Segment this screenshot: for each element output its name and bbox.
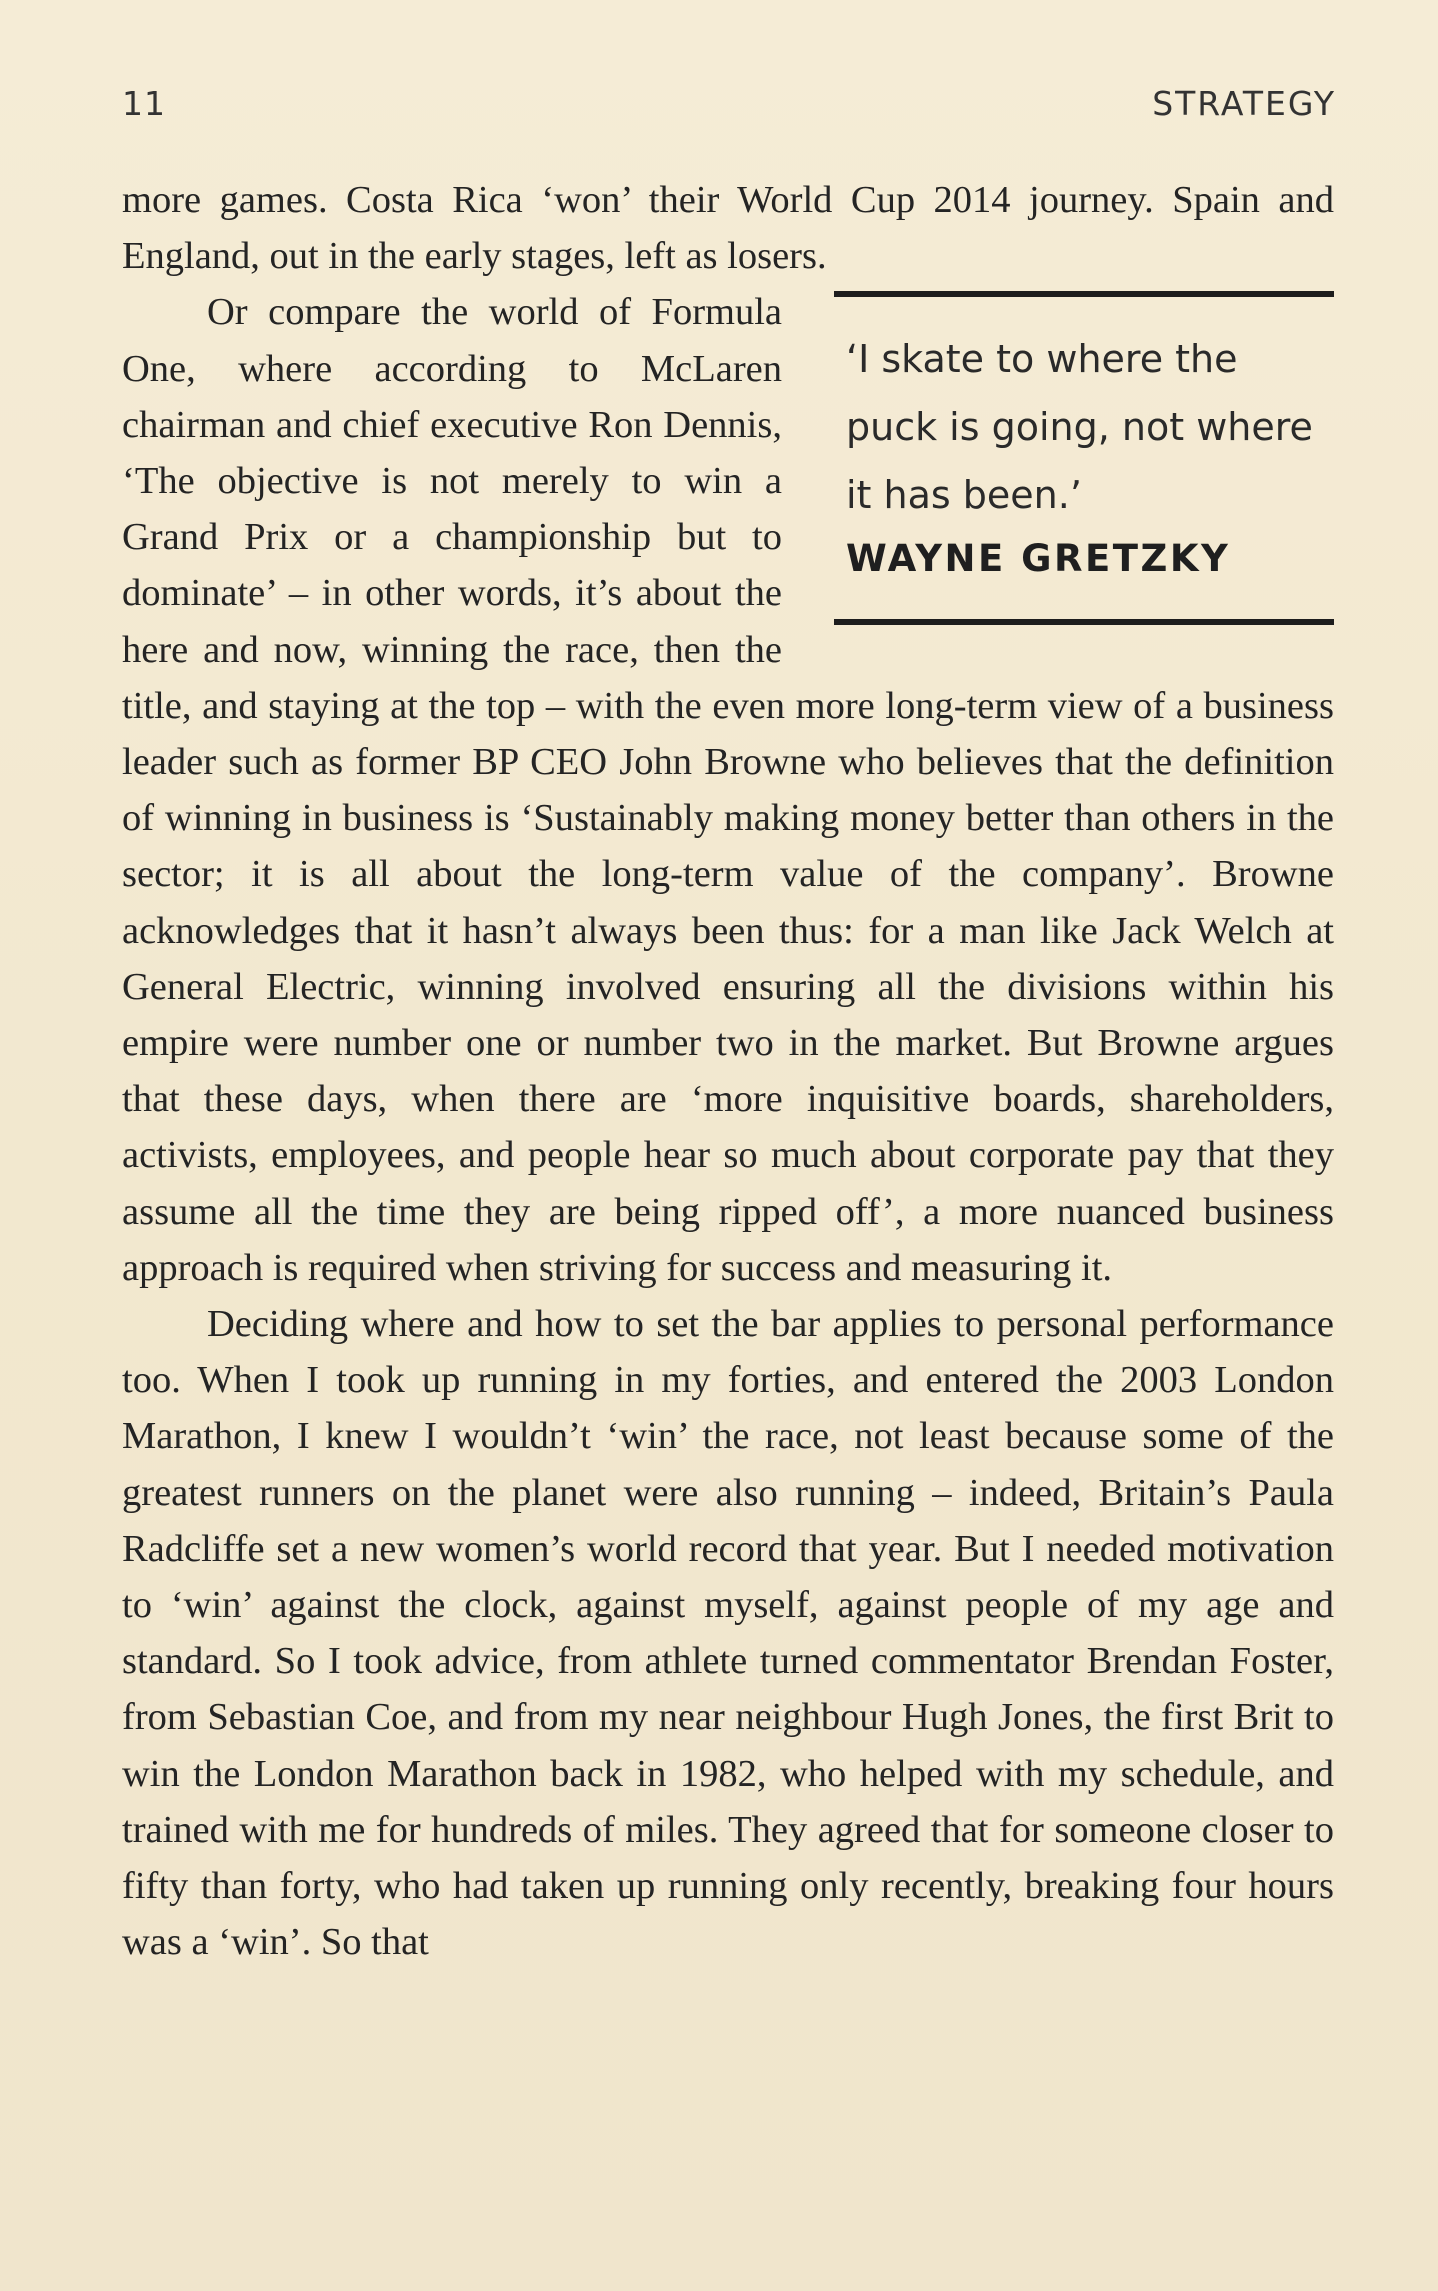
paragraph-formula-one: Or compare the world of Formula One, where according to McLaren chairman and chief executive Ron Dennis, ‘The objective is not merely to win a Grand Prix or a championship but to dominate’ – in other words, it’s about the here and now, winning the race, then the title, and staying at the top – with the even more long-term view of a business leader such as former BP CEO John Browne who believes that the definition of winning in business is ‘Sustainably making money better than others in the sector; it is all about the long-term value of the company’. Browne acknowledges that it hasn’t always been thus: for a man like Jack Welch at General Electric, winning involved ensuring all the divisions within his empire were number one or number two in the market. But Browne argues that these days, when there are ‘more inquisitive boards, shareholders, activists, employees, and people hear so much about corporate pay that they assume all the time they are being ripped off’, a more nuanced business approach is required when striving for success and measuring it. bbox=[122, 291, 1334, 1289]
pull-quote-bottom-rule bbox=[834, 619, 1334, 625]
running-head bbox=[122, 84, 1336, 134]
body-text bbox=[122, 172, 1334, 1971]
pull-quote-text: ‘I skate to where the puck is going, not where it has been.’ bbox=[846, 337, 1313, 518]
paragraph-personal-performance: Deciding where and how to set the bar applies to personal performance too. When I took up running in my forties, and entered the 2003 London Marathon, I knew I wouldn’t ‘win’ the race, not least because some of the greatest runners on the planet were also running – indeed, Britain’s Paula Radcliffe set a new women’s world record that year. But I needed motivation to ‘win’ against the clock, against myself, against people of my age and standard. So I took advice, from athlete turned commentator Brendan Foster, from Sebastian Coe, and from my near neighbour Hugh Jones, the first Brit to win the London Marathon back in 1982, who helped with my schedule, and trained with me for hundreds of miles. They agreed that for someone closer to fifty than forty, who had taken up running only recently, breaking four hours was a ‘win’. So that bbox=[122, 1303, 1334, 1964]
pull-quote-top-rule bbox=[834, 291, 1334, 297]
pull-quote-author: WAYNE GRETZKY bbox=[846, 537, 1231, 581]
pull-quote bbox=[834, 291, 1334, 625]
page-number: 11 bbox=[122, 84, 166, 123]
paragraph-continued: more games. Costa Rica ‘won’ their World Cup 2014 journey. Spain and England, out in the early stages, left as losers. bbox=[122, 179, 1334, 278]
section-title: STRATEGY bbox=[1152, 84, 1336, 123]
